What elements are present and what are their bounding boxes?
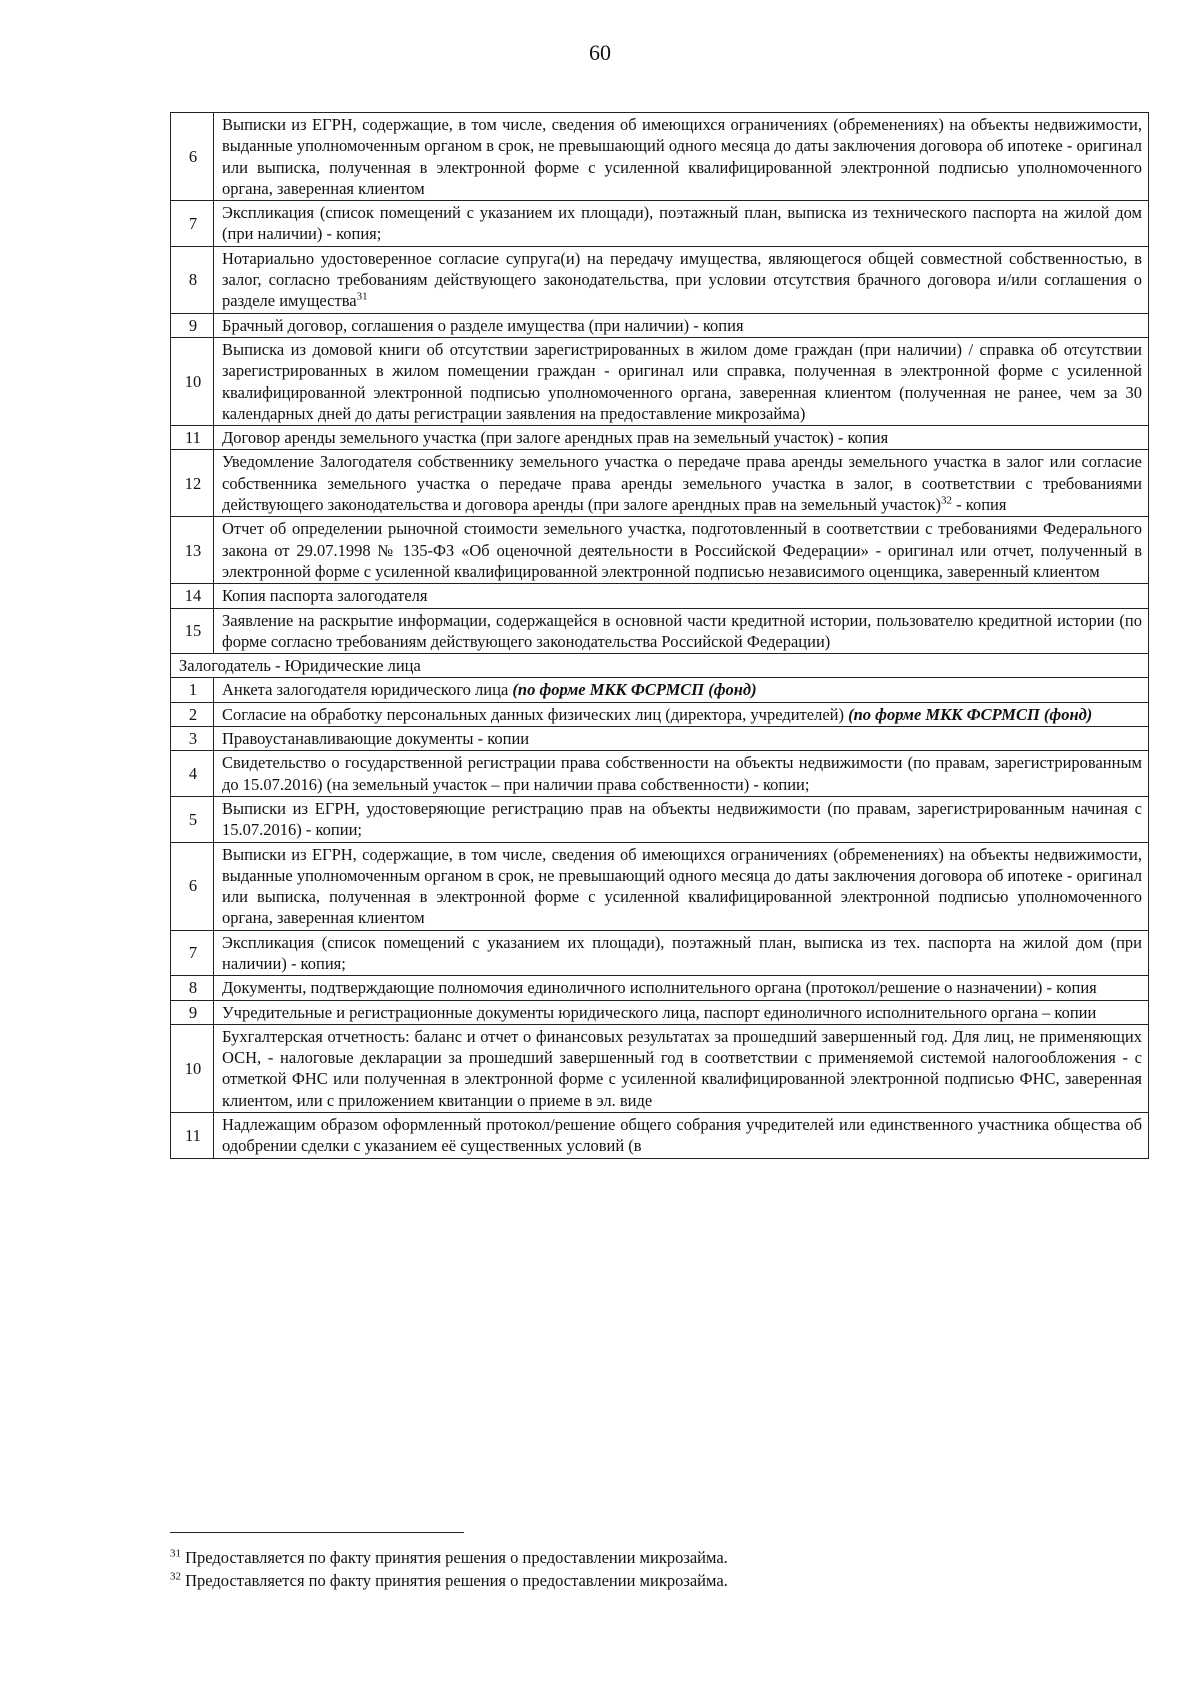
row-number: 7 — [171, 930, 214, 976]
row-number: 9 — [171, 313, 214, 337]
table-row — [171, 678, 1149, 702]
row-text: Брачный договор, соглашения о разделе имущества (при наличии) - копия — [222, 315, 744, 335]
row-text: Нотариально удостоверенное согласие супруга(и) на передачу имущества, являющегося общей совместной собственностью, в залог, согласно требованиям действующего законодательства, при условии отсутствия брачного договора и/или соглашения о разделе имущества — [222, 248, 1142, 311]
table-row — [171, 450, 1149, 517]
row-text: Экспликация (список помещений с указанием их площади), поэтажный план, выписка из тех. паспорта на жилой дом (при наличии) - копия; — [222, 932, 1142, 973]
row-text: Свидетельство о государственной регистрации права собственности на объекты недвижимости (по правам, зарегистрированным до 15.07.2016) (на земельный участок – при наличии права собственности) - копии; — [222, 753, 1142, 794]
row-text: Бухгалтерская отчетность: баланс и отчет о финансовых результатах за прошедший завершенный год. Для лиц, не применяющих ОСН, - налоговые декларации за прошедший завершенный год в соответствии с применяемой системой налогообложения - с отметкой ФНС или полученная в электронной форме с усиленной квалифицированной электронной подписью ФНС, заверенная клиентом, или с приложением квитанции о приеме в эл. виде — [222, 1026, 1142, 1110]
form-reference: (по форме МКК ФСРМСП (фонд) — [512, 680, 757, 700]
row-text: Отчет об определении рыночной стоимости земельного участка, подготовленный в соответствии с требованиями Федерального закона от 29.07.1998 № 135-ФЗ «Об оценочной деятельности в Российской Федерации» - оригинал или отчет, полученный в электронной форме с усиленной квалифицированной электронной подписью независимого оценщика, заверенный клиентом — [222, 519, 1142, 581]
row-number: 7 — [171, 201, 214, 247]
row-text-cell — [214, 976, 1149, 1000]
row-number: 8 — [171, 246, 214, 313]
row-number: 5 — [171, 796, 214, 842]
row-text-cell — [214, 727, 1149, 751]
row-text-cell — [214, 1113, 1149, 1159]
row-text: Анкета залогодателя юридического лица — [222, 680, 513, 700]
table-row — [171, 976, 1149, 1000]
table-row — [171, 113, 1149, 201]
row-number: 4 — [171, 751, 214, 797]
row-text-cell — [214, 337, 1149, 425]
table-row — [171, 1024, 1149, 1112]
row-text-cell — [214, 113, 1149, 201]
footnotes — [170, 1546, 1070, 1592]
row-text-cell — [214, 517, 1149, 584]
footnote-text: Предоставляется по факту принятия решения о предоставлении микрозайма. — [181, 1571, 728, 1590]
table-row — [171, 796, 1149, 842]
table-section-individual — [171, 113, 1149, 654]
row-number: 6 — [171, 842, 214, 930]
table-row — [171, 246, 1149, 313]
table-section-legal — [171, 678, 1149, 1158]
row-text-cell — [214, 201, 1149, 247]
footnote-number: 31 — [170, 1547, 181, 1560]
row-text: Копия паспорта залогодателя — [222, 586, 428, 606]
table-row — [171, 842, 1149, 930]
row-text: Учредительные и регистрационные документы юридического лица, паспорт единоличного исполнительного органа – копии — [222, 1002, 1097, 1022]
table-row — [171, 1000, 1149, 1024]
row-number: 6 — [171, 113, 214, 201]
row-text: Выписка из домовой книги об отсутствии зарегистрированных в жилом доме граждан (при наличии) / справка об отсутствии зарегистрированных в жилом помещении граждан - оригинал или справка, полученная в электронной форме с усиленной квалифицированной электронной подписью уполномоченного органа, заверенная клиентом (полученная не ранее, чем за 30 календарных дней до даты регистрации заявления на предоставление микрозайма) — [222, 339, 1142, 423]
footnote — [170, 1546, 1070, 1569]
row-text-cell — [214, 426, 1149, 450]
table-row — [171, 313, 1149, 337]
row-text-cell — [214, 450, 1149, 517]
row-text: Экспликация (список помещений с указанием их площади), поэтажный план, выписка из технического паспорта на жилой дом (при наличии) - копия; — [222, 203, 1142, 244]
row-text-cell — [214, 608, 1149, 654]
table-row — [171, 426, 1149, 450]
row-text: Надлежащим образом оформленный протокол/решение общего собрания учредителей или единственного участника общества об одобрении сделки с указанием её существенных условий (в — [222, 1115, 1142, 1156]
row-text: Заявление на раскрытие информации, содержащейся в основной части кредитной истории, пользователю кредитной истории (по форме согласно требованиям действующего законодательства Российской Федерации) — [222, 610, 1142, 651]
table-row — [171, 1113, 1149, 1159]
table-row — [171, 517, 1149, 584]
row-text-cell — [214, 1024, 1149, 1112]
row-text: Договор аренды земельного участка (при залоге арендных прав на земельный участок) - копия — [222, 428, 889, 448]
table-row — [171, 584, 1149, 608]
row-text: Выписки из ЕГРН, содержащие, в том числе, сведения об имеющихся ограничениях (обременениях) на объекты недвижимости, выданные уполномоченным органом в срок, не превышающий одного месяца до даты заключения договора об ипотеке - оригинал или выписка, полученная в электронной форме с усиленной квалифицированной электронной подписью уполномоченного органа, заверенная клиентом — [222, 844, 1142, 928]
row-text: Выписки из ЕГРН, удостоверяющие регистрацию прав на объекты недвижимости (по правам, зарегистрированным начиная с 15.07.2016) - копии; — [222, 798, 1142, 840]
footnote — [170, 1569, 1070, 1592]
footnote-number: 32 — [170, 1570, 181, 1583]
row-text-suffix: - копия — [952, 495, 1007, 515]
row-text-cell — [214, 702, 1149, 726]
documents-table — [170, 112, 1149, 1159]
table-row — [171, 751, 1149, 797]
row-text: Правоустанавливающие документы - копии — [222, 729, 530, 749]
form-reference: (по форме МКК ФСРМСП (фонд) — [848, 704, 1093, 724]
row-text-cell — [214, 751, 1149, 797]
row-text-cell — [214, 1000, 1149, 1024]
row-number: 11 — [171, 1113, 214, 1159]
row-text-cell — [214, 842, 1149, 930]
row-number: 8 — [171, 976, 214, 1000]
row-text-cell — [214, 584, 1149, 608]
row-text-cell — [214, 678, 1149, 702]
table-row — [171, 702, 1149, 726]
row-number: 11 — [171, 426, 214, 450]
row-number: 9 — [171, 1000, 214, 1024]
footnote-divider — [170, 1532, 464, 1533]
row-text-cell — [214, 313, 1149, 337]
row-text-cell — [214, 930, 1149, 976]
row-number: 13 — [171, 517, 214, 584]
table-row — [171, 337, 1149, 425]
row-text: Выписки из ЕГРН, содержащие, в том числе, сведения об имеющихся ограничениях (обременениях) на объекты недвижимости, выданные уполномоченным органом в срок, не превышающий одного месяца до даты заключения договора об ипотеке - оригинал или выписка, полученная в электронной форме с усиленной квалифицированной электронной подписью уполномоченного органа, заверенная клиентом — [222, 115, 1142, 198]
row-number: 10 — [171, 337, 214, 425]
row-text: Согласие на обработку персональных данных физических лиц (директора, учредителей) — [222, 704, 849, 724]
footnote-text: Предоставляется по факту принятия решения о предоставлении микрозайма. — [181, 1548, 728, 1567]
table-row — [171, 608, 1149, 654]
footnote-ref: 32 — [941, 494, 953, 507]
row-text: Уведомление Залогодателя собственнику земельного участка о передаче права аренды земельного участка в залог или согласие собственника земельного участка о передаче права аренды земельного участка в залог, в соответствии с требованиями действующего законодательства и договора аренды (при залоге арендных прав на земельный участок) — [222, 452, 1142, 515]
table-row — [171, 727, 1149, 751]
row-number: 2 — [171, 702, 214, 726]
table-section-header — [171, 654, 1149, 678]
section-title: Залогодатель - Юридические лица — [171, 654, 1149, 678]
section-header-row — [171, 654, 1149, 678]
row-text-cell — [214, 796, 1149, 842]
row-number: 14 — [171, 584, 214, 608]
row-text-cell — [214, 246, 1149, 313]
footnote-ref: 31 — [356, 290, 368, 303]
row-number: 1 — [171, 678, 214, 702]
row-text: Документы, подтверждающие полномочия единоличного исполнительного органа (протокол/решение о назначении) - копия — [222, 978, 1097, 998]
row-number: 10 — [171, 1024, 214, 1112]
table-row — [171, 201, 1149, 247]
row-number: 15 — [171, 608, 214, 654]
row-number: 3 — [171, 727, 214, 751]
row-number: 12 — [171, 450, 214, 517]
table-row — [171, 930, 1149, 976]
page-number: 60 — [589, 40, 611, 65]
